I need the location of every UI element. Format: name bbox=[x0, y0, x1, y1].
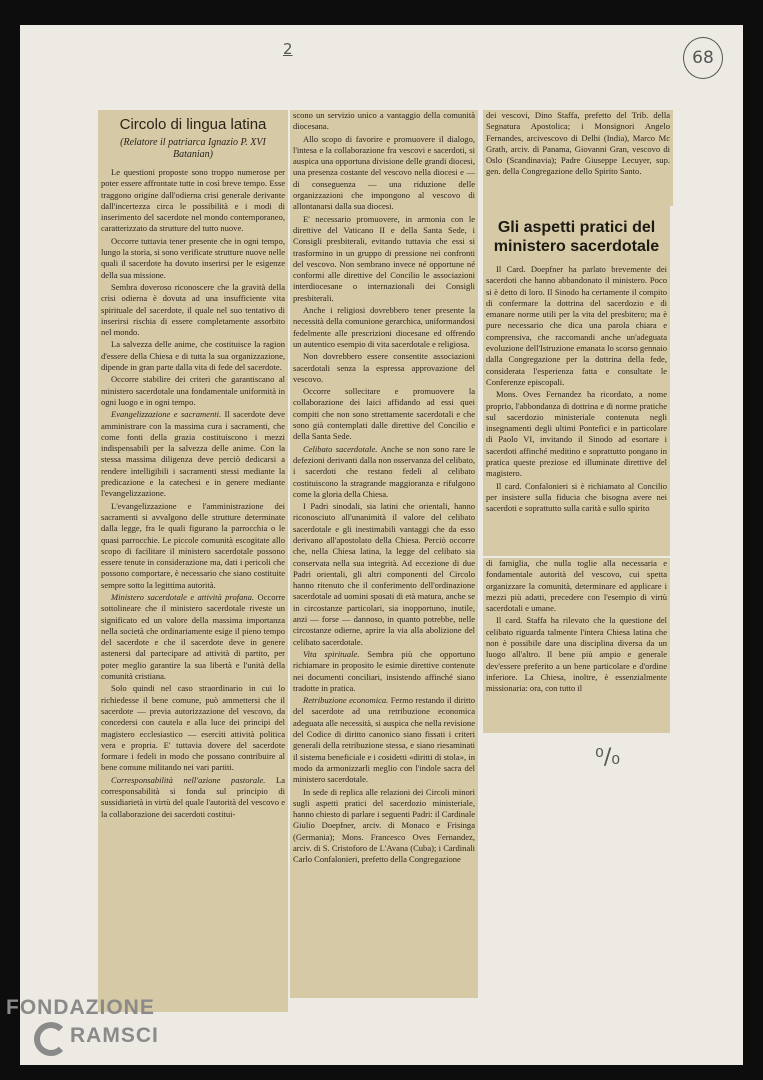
paragraph: Ministero sacerdotale e attività profana. Occorre sottolineare che il ministero sacerdotale riveste un significato ed un valore della massima importanza nella società che ordinariamente esige il pieno tempo del sacerdote e che il sacerdote deve in genere astenersi dal partecipare ad attività di partito, per poter meglio garantire la sua libertà e l'unità della comunità cristiana. bbox=[101, 591, 285, 682]
paragraph: scono un servizio unico a vantaggio della comunità diocesana. bbox=[293, 110, 475, 132]
paragraph: I Padri sinodali, sia latini che orientali, hanno riconosciuto all'unanimità il valore del celibato sacerdotale e gli inestimabili vantaggi che da esso derivano all'apostolato della Chiesa. Perciò occorre che, nella Chiesa latina, la legge del celibato sia conservata nella sua integrità. Ad eccezione di due Padri orientali, gli altri componenti del Circolo hanno ritenuto che il conferimento dell'ordinazione sacerdotale ad uomini sposati di età matura, anche se in circostanze particolari, sia inopportuno, inutile, anzi — forse — dannoso, in quanto potrebbe, nelle circostanze odierne, aprire la via alla abolizione del celibato sacerdotale. bbox=[293, 501, 475, 647]
article2-body-part1 bbox=[486, 264, 667, 515]
paragraph: dei vescovi, Dino Staffa, prefetto del Trib. della Segnatura Apostolica; i Monsignori Angelo Fernandes, arcivescovo di Delhi (India), Marco Mc Grath, arciv. di Panama, Giovanni Gran, vescovo di Oslo (Scandinavia); Padre Giuseppe Lecuyer, sup. gen. della Congregazione dello Spirito Santo. bbox=[486, 110, 670, 177]
runin-heading: Corresponsabilità nell'azione pastorale. bbox=[111, 774, 276, 785]
paragraph: Il Card. Doepfner ha parlato brevemente dei sacerdoti che hanno abbandonato il ministero. Poco si è detto di loro. Il Sinodo ha certamente il compito di confermare la dottrina del sacerdozio e di emanare norme utili per la vita del presbitero; ma è pure necessario che dica una parola chiara e comprensiva, che raccomandi anche un'adeguata evoluzione dell'Istruzione emanata lo scorso gennaio dalla Congregazione per la dottrina della fede, considerata l'esperienza fatta e consultate le Conferenze episcopali. bbox=[486, 264, 667, 387]
paragraph: Vita spirituale. Sembra più che opportuno richiamare in proposito le esimie direttive contenute nei documenti conciliari, insistendo affinché siano tradotte in pratica. bbox=[293, 648, 475, 693]
runin-heading: Evangelizzazione e sacramenti. bbox=[111, 409, 225, 420]
article1-col2-body bbox=[293, 110, 475, 866]
clipping-article2 bbox=[483, 206, 670, 556]
paragraph: Occorre sollecitare e promuovere la collaborazione dei laici affidando ad essi quei compiti che non sono strettamente sacerdotali e che sono già contemplati dalle direttive del Concilio e della Santa Sede. bbox=[293, 386, 475, 442]
runin-heading: Ministero sacerdotale e attività profana. bbox=[111, 591, 258, 602]
paragraph: Evangelizzazione e sacramenti. Il sacerdote deve amministrare con la massima cura i sacramenti, che come fonti della grazia costituiscono i mezzi indispensabili per la salvezza delle anime. Con la stessa massima diligenza deve perciò dedicarsi a rendere intelligibili i sacramenti stessi mediante la predicazione e la catechesi e in genere mediante l'evangelizzazione. bbox=[101, 409, 285, 499]
watermark-line1: FONDAZIONE bbox=[6, 996, 155, 1019]
paragraph: Occorre stabilire dei criteri che garantiscano al ministero sacerdotale una fondamentale uniformità in ogni luogo e in ogni tempo. bbox=[101, 374, 285, 407]
clipping-column-3-top bbox=[483, 110, 673, 206]
paragraph: La salvezza delle anime, che costituisce la ragion d'essere della Chiesa e di tutta la sua organizzazione, dipende in gran parte dalla vita di fede del sacerdote. bbox=[101, 339, 285, 373]
article2-body-part2 bbox=[486, 558, 667, 695]
paragraph: Non dovrebbero essere consentite associazioni sacerdotali senza la espressa approvazione del vescovo. bbox=[293, 351, 475, 384]
runin-heading: Celibato sacerdotale. bbox=[303, 443, 381, 454]
paragraph: Solo quindi nel caso straordinario in cui lo richiedesse il bene comune, può ammettersi che il sacerdote — previa autorizzazione del vescovo, da concedersi con cautela e alla luce dei principi del magistero ecclesiastico — eserciti attività politica vera e propria. E' tuttavia dovere del sacerdote formare i fedeli in modo che possano contribuire al bene comune militando nei vari partiti. bbox=[101, 683, 285, 773]
paragraph: Allo scopo di favorire e promuovere il dialogo, l'intesa e la collaborazione fra vescovi e sacerdoti, si auspica una opportuna divisione delle grandi diocesi, una presenza costante del vescovo nella diocesi e — di conseguenza — una riduzione delle organizzazioni che impongono al vescovo di allontanarsi dalla sua diocesi. bbox=[293, 133, 475, 212]
paragraph: Anche i religiosi dovrebbero tener presente la necessità della comunione gerarchica, uniformandosi fedelmente alle prescrizioni diocesane ed offrendo un autentico esempio di vita sacerdotale e religiosa. bbox=[293, 305, 475, 349]
clipping-column-2 bbox=[290, 110, 478, 998]
article1-title: Circolo di lingua latina bbox=[119, 116, 267, 133]
clipping-article2-continued bbox=[483, 558, 670, 733]
paragraph: Sembra doveroso riconoscere che la gravità della crisi odierna è dovuta ad una insufficiente vita spirituale del sacerdote, il quale nel suo tentativo di inserirsi rischia di essere completamente assorbito nel mondo. bbox=[101, 281, 285, 338]
fondazione-gramsci-watermark bbox=[6, 996, 206, 1072]
page-marker-note: 2 bbox=[283, 40, 293, 58]
clipping-column-1 bbox=[98, 110, 288, 1012]
archive-sheet bbox=[20, 25, 743, 1065]
watermark-line2: RAMSCI bbox=[70, 1024, 159, 1047]
paragraph: L'evangelizzazione e l'amministrazione dei sacramenti si avvalgono delle strutture determinate dalla legge, fra le quali figurano la parrocchia o le quasi parrocchie. Le piccole comunità escogitate allo scopo di facilitare il ministero sacerdotale possono essere tenute in considerazione ma, dati i pericoli che possono comportare, è necessario che siano costituite sempre sotto la legittima autorità. bbox=[101, 500, 285, 590]
paragraph: In sede di replica alle relazioni dei Circoli minori sugli aspetti pratici del sacerdozio ministeriale, hanno chiesto di parlare i seguenti Padri: il Cardinale Giulio Doepfner, arciv. di Monaco e Frisinga (Germania); Mons. Francesco Oves Fernandez, arciv. di S. Cristoforo de L'Avana (Cuba); i Cardinali Carlo Confalonieri, prefetto della Congregazione bbox=[293, 786, 475, 865]
paragraph: di famiglia, che nulla toglie alla necessaria e fondamentale autorità del vescovo, cui spetta organizzare la comunità, determinare ed applicare i mezzi più adatti, precedere con l'esempio di virtù sacerdotali e umane. bbox=[486, 558, 667, 614]
paragraph: Celibato sacerdotale. Anche se non sono rare le defezioni derivanti dalla non osservanza del celibato, i sacerdoti che restano fedeli al celibato costituiscono la stragrande maggioranza e rifulgono come la gloria della Chiesa. bbox=[293, 443, 475, 499]
runin-heading: Retribuzione economica. bbox=[303, 695, 391, 706]
paragraph: Le questioni proposte sono troppo numerose per poter essere affrontate tutte in così breve tempo. Esse traggono origine dall'odierna crisi generale derivante dall'incertezza circa le possibilità e i modi di inserimento del sacerdote nel mondo contemporaneo, caratterizzato da strutture del tutto nuove. bbox=[101, 167, 285, 234]
closing-mark-note: ⁰/₀ bbox=[595, 745, 621, 770]
article1-subtitle: (Relatore il patriarca Ignazio P. XVI Batanian) bbox=[120, 137, 266, 160]
paragraph: Il card. Confalonieri si è richiamato al Concilio per insistere sulla fiducia che bisogna avere nei sacerdoti e soprattutto sulla carità e sullo spirito bbox=[486, 480, 667, 514]
article2-title: Gli aspetti pratici del ministero sacerdotale bbox=[493, 219, 660, 255]
paragraph: Occorre tuttavia tener presente che in ogni tempo, lungo la storia, si sono verificate strutture nuove nelle quali il sacerdote ha dovuto inserirsi per le esigenze della sua missione. bbox=[101, 235, 285, 280]
runin-heading: Vita spirituale. bbox=[303, 648, 368, 659]
sheet-number-circle: 68 bbox=[683, 37, 723, 79]
paragraph: E' necessario promuovere, in armonia con le direttive del Vaticano II e della Santa Sede, i Consigli presbiterali, evitando tuttavia che essi si trasformino in un gruppo di pressione nei confronti del vescovo. Non sembrano invece né opportune né conformi alle direttive del Concilio le associazioni interdiocesane o internazionali dei Consigli presbiterali. bbox=[293, 213, 475, 303]
paragraph: Retribuzione economica. Fermo restando il diritto del sacerdote ad una retribuzione economica adeguata alle necessità, si auspica che nella revisione del Codice di diritto canonico siano fissati i criteri generali della retribuzione stessa, e siano riesaminati il sistema beneficiale e i cosidetti «diritti di stola», in modo da armonizzarli meglio con l'indole sacra del ministero sacerdotale. bbox=[293, 695, 475, 785]
article1-col1-body bbox=[101, 167, 285, 820]
gramsci-g-logo-icon bbox=[34, 1022, 68, 1056]
paragraph: Corresponsabilità nell'azione pastorale. La corresponsabilità si fonda sul principio di sussidiarietà in virtù del quale l'autorità del vescovo e la collaborazione dei sacerdoti costitui- bbox=[101, 774, 285, 819]
paragraph: Mons. Oves Fernandez ha ricordato, a nome proprio, l'abbondanza di dottrina e di norme pratiche sul sacerdozio ministeriale contenuta negli insegnamenti degli ultimi Pontefici e in particolare di Paolo VI, invitando il Sinodo ad esortare i sacerdoti affinché meditino e soprattutto pongano in pratica queste preziose ed illuminate direttive del magistero. bbox=[486, 389, 667, 479]
article1-col3-body bbox=[486, 110, 670, 178]
paragraph: Il card. Staffa ha rilevato che la questione del celibato riguarda talmente l'intera Chiesa latina che non è possibile dare una disciplina diversa da un luogo all'altro. Il bene più ampio e generale dev'essere preferito a un bene particolare e d'ordine inferiore. La Chiesa, inoltre, è essenzialmente missionaria: ora, con tutto il bbox=[486, 615, 667, 694]
